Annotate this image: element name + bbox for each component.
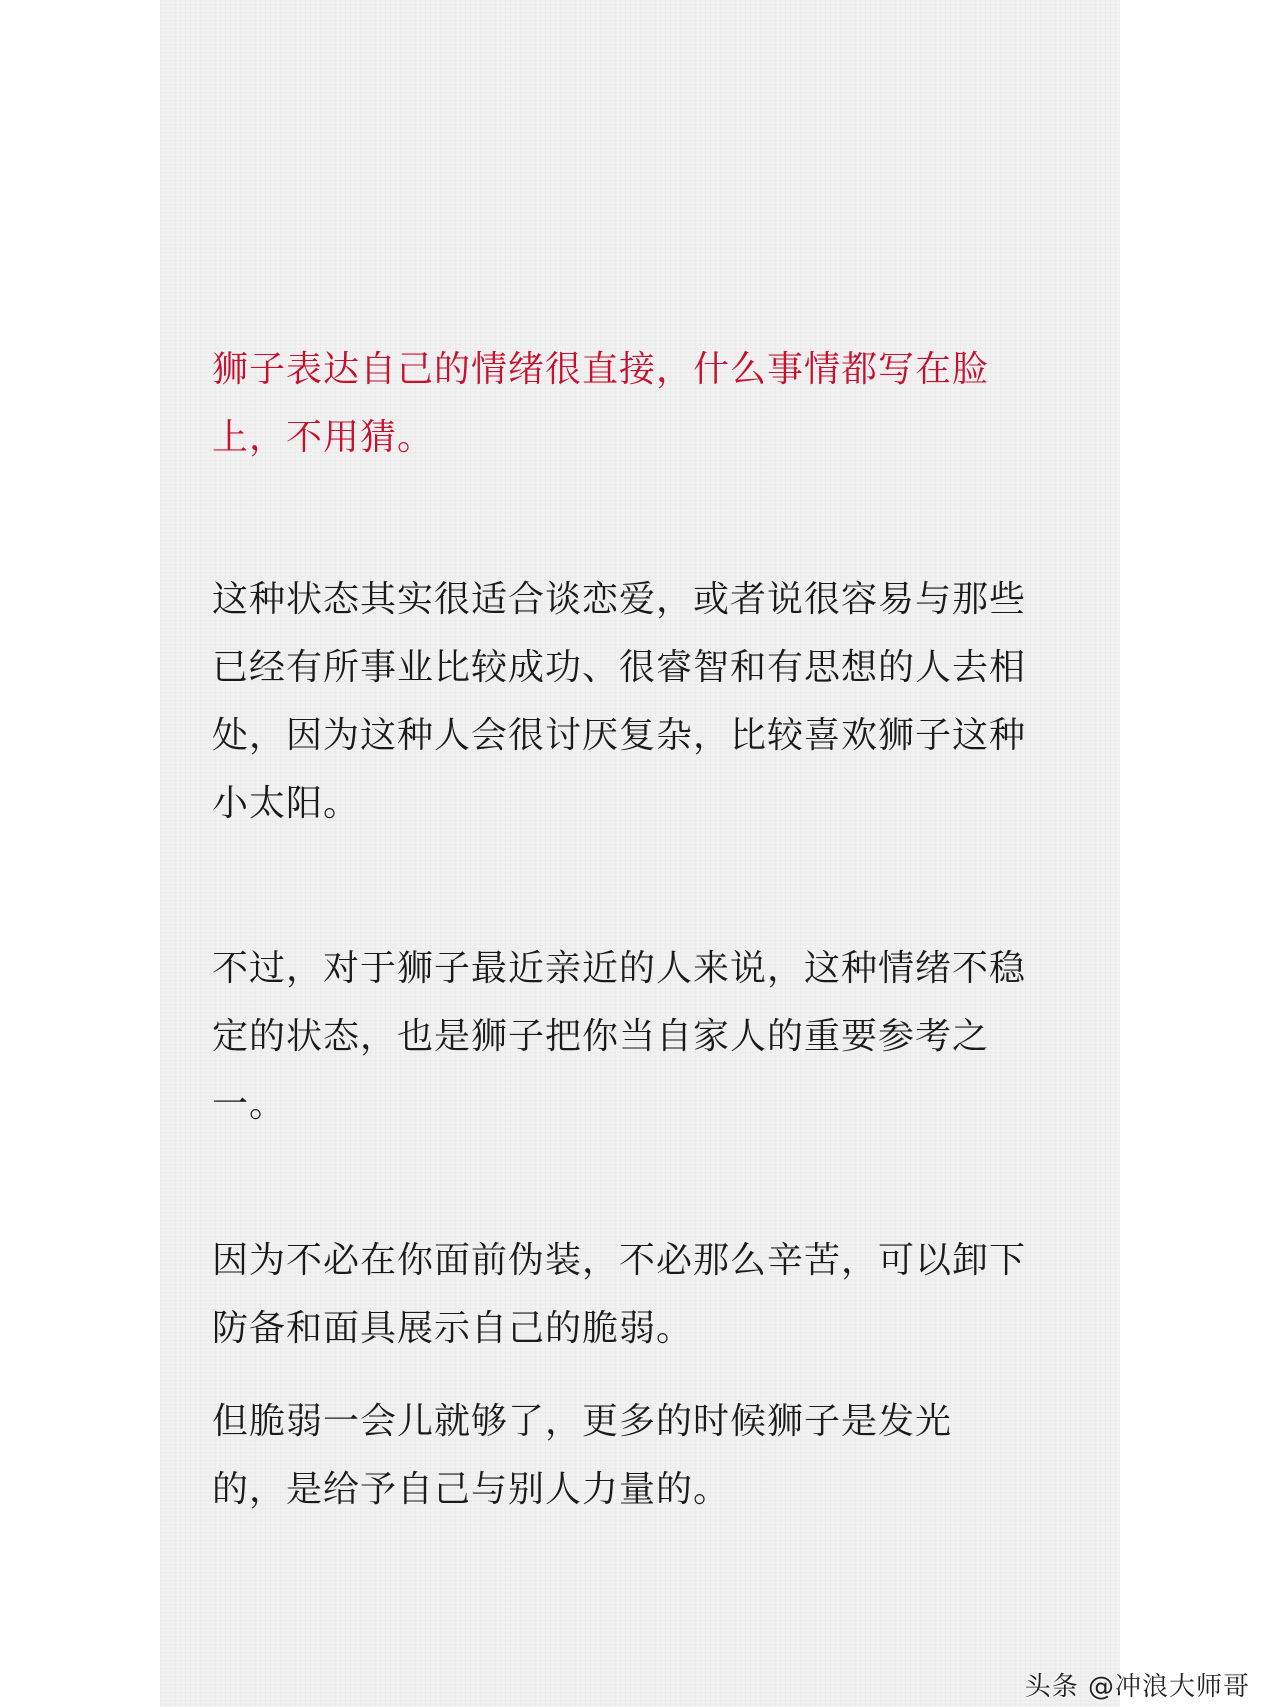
paragraph-5: 但脆弱一会儿就够了，更多的时候狮子是发光的，是给予自己与别人力量的。 [212,1401,953,1510]
paragraph-2: 这种状态其实很适合谈恋爱，或者说很容易与那些已经有所事业比较成功、很睿智和有思想的人去相处，因为这种人会很讨厌复杂，比较喜欢狮子这种小太阳。 [212,579,1027,824]
highlight-paragraph: 狮子表达自己的情绪很直接，什么事情都写在脸上，不用猜。 [212,349,990,458]
source-watermark: 头条 @冲浪大师哥 [1024,1672,1250,1702]
paper-background [160,0,1120,1707]
paragraph-4: 因为不必在你面前伪装，不必那么辛苦，可以卸下防备和面具展示自己的脆弱。 [212,1240,1027,1349]
paragraph-3: 不过，对于狮子最近亲近的人来说，这种情绪不稳定的状态，也是狮子把你当自家人的重要参考之一。 [212,948,1027,1125]
